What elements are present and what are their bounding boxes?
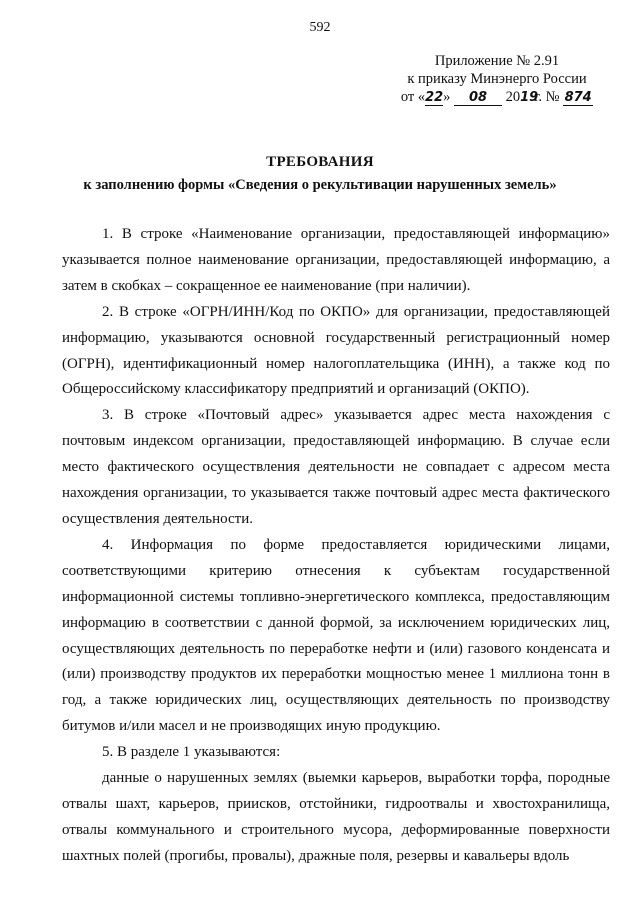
date-mid: » [443,89,451,105]
handwritten-month: 08 [454,91,502,106]
page-number: 592 [309,20,331,35]
paragraph-6: данные о нарушенных землях (выемки карьеров, выработки торфа, породные отвалы шахт, карьеров, приисков, отстойники, гидроотвалы и хвостохранилища, отвалы коммунального и строительного мусора, деформированные поверхности шахтных полей (прогибы, провалы), дражные поля, резервы и кавальеры вдоль [62,770,610,864]
handwritten-year: 19 [520,90,539,105]
appendix-order: к приказу Минэнерго России [407,71,587,87]
year-prefix: 20 [505,89,521,105]
paragraph-1: 1. В строке «Наименование организации, предоставляющей информацию» указывается полное наименование организации, предоставляющей информацию, а затем в скобках – сокращенное ее наименование (при наличии). [62,226,610,294]
handwritten-day: 22 [425,90,444,105]
paragraph-2: 2. В строке «ОГРН/ИНН/Код по ОКПО» для организации, предоставляющей информацию, указываются основной государственный регистрационный номер (ОГРН), идентификационный номер налогоплательщика (ИНН), а также код по Общероссийскому классификатору предприятий и организаций (ОКПО). [62,303,610,398]
document-subtitle: к заполнению формы «Сведения о рекультивации нарушенных земель» [83,177,557,193]
paragraph-3: 3. В строке «Почтовый адрес» указывается адрес места нахождения с почтовым индексом организации, предоставляющей информацию. В случае если место фактического осуществления деятельности не совпадает с адресом места нахождения организации, то указывается также почтовый адрес места фактического осуществления деятельности. [62,407,610,527]
document-body [62,222,610,870]
handwritten-order-number: 874 [564,90,592,105]
date-prefix: от « [400,89,426,105]
paragraph-5: 5. В разделе 1 указываются: [102,744,281,761]
appendix-header [392,52,602,106]
number-label: г. № [534,89,560,105]
document-title: ТРЕБОВАНИЯ [266,154,374,170]
appendix-title: Приложение № 2.91 [434,53,560,69]
paragraph-4: 4. Информация по форме предоставляется юридическими лицами, соответствующими критерию отнесения к субъектам государственной информационной системы топливно-энергетического комплекса, предоставляющим информацию в соответствии с данной формой, за исключением юридических лиц, осуществляющих деятельность по переработке нефти и (или) газового конденсата и (или) производству продуктов их переработки мощностью менее 1 миллиона тонн в год, а также юридических лиц, осуществляющих деятельность по производству битумов и/или масел и не производящих иную продукцию. [62,536,610,735]
order-date-number [392,88,602,106]
